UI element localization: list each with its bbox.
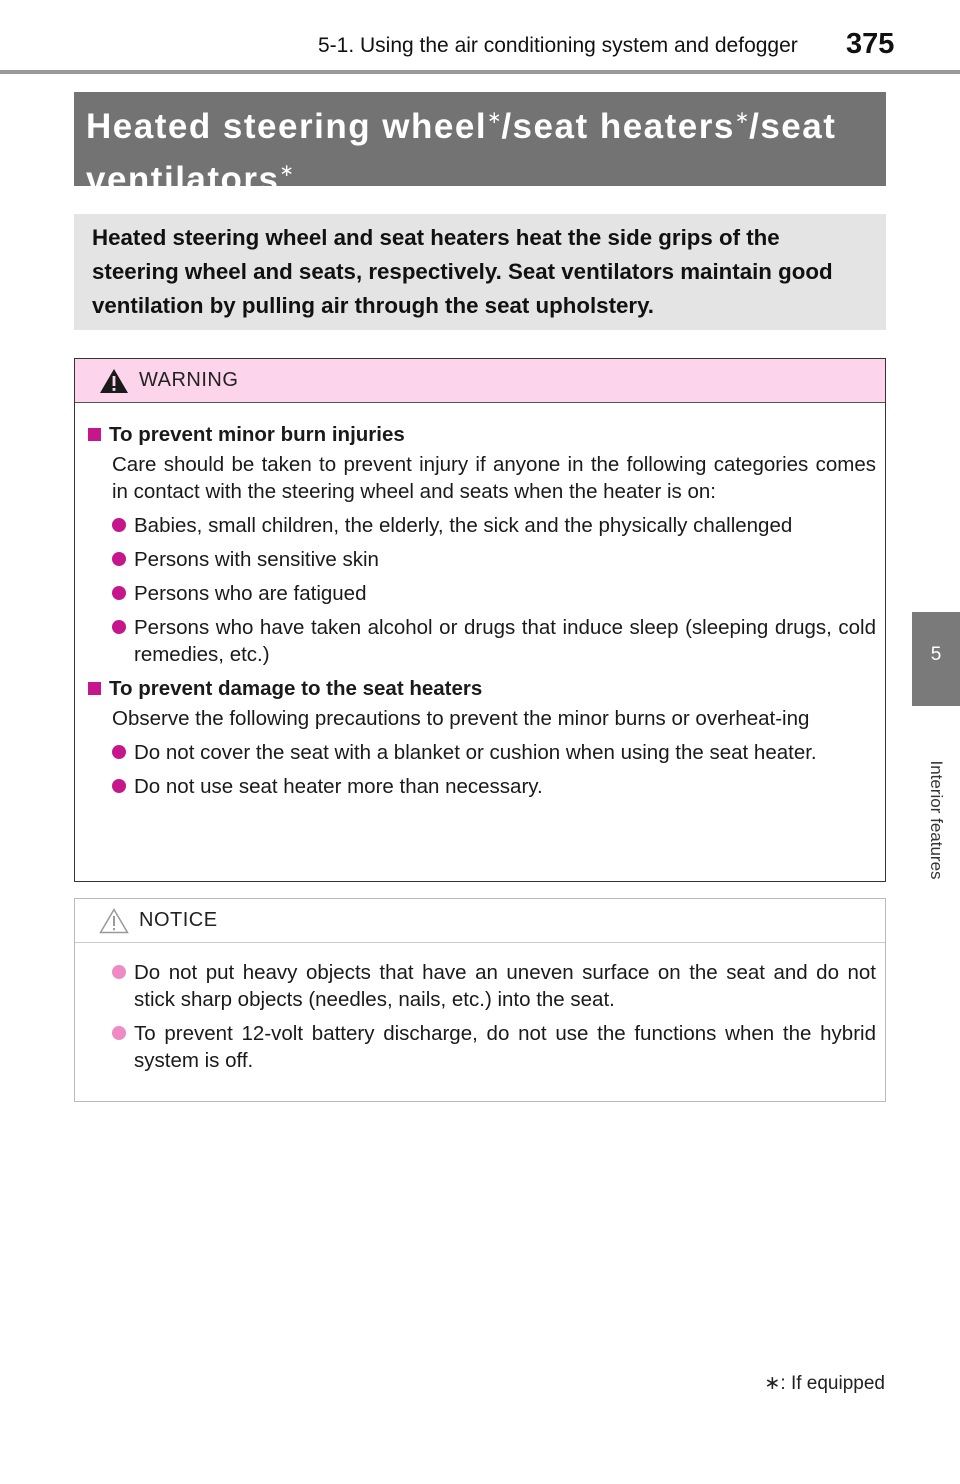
- list-item: [88, 773, 876, 800]
- notice-box: [74, 898, 886, 1102]
- heading-text: To prevent damage to the seat heaters: [109, 677, 483, 700]
- header-rule: [0, 70, 960, 74]
- warning-body: [75, 403, 885, 800]
- list-item-text: Babies, small children, the elderly, the sick and the physically challenged: [134, 514, 793, 537]
- chapter-number: 5: [930, 644, 942, 665]
- bullet-dot-icon: [112, 518, 126, 532]
- title-part-heaters: /seat heaters: [501, 107, 735, 146]
- square-bullet-icon: [88, 428, 101, 441]
- list-item: [88, 512, 876, 539]
- bullet-dot-icon: [112, 586, 126, 600]
- list-item-text: Do not cover the seat with a blanket or cushion when using the seat heater.: [134, 741, 817, 764]
- intro-text: Heated steering wheel and seat heaters heat the side grips of the steering wheel and seats, respectively. Seat ventilators maintain good ventilation by pulling air through the seat upholstery.: [92, 225, 833, 318]
- warning-heading: [88, 675, 876, 702]
- list-item-text: To prevent 12-volt battery discharge, do not use the functions when the hybrid system is off.: [134, 1022, 876, 1072]
- list-item-text: Do not put heavy objects that have an uneven surface on the seat and do not stick sharp objects (needles, nails, etc.) into the seat.: [134, 961, 876, 1011]
- bullet-dot-icon: [112, 965, 126, 979]
- chapter-tab: [912, 612, 960, 706]
- chapter-label: Interior features: [927, 760, 946, 880]
- warning-heading: [88, 421, 876, 448]
- footnote: [764, 1372, 885, 1395]
- list-item-text: Persons who have taken alcohol or drugs that induce sleep (sleeping drugs, cold remedies, etc.): [134, 616, 876, 666]
- bullet-dot-icon: [112, 1026, 126, 1040]
- title-part-seat: /seat: [749, 107, 837, 146]
- warning-paragraph: Care should be taken to prevent injury if anyone in the following categories comes in contact with the steering wheel and seats when the heater is on:: [112, 453, 876, 503]
- bullet-dot-icon: [112, 745, 126, 759]
- list-item: [88, 1020, 876, 1074]
- heading-text: To prevent minor burn injuries: [109, 423, 405, 446]
- list-item-text: Persons who are fatigued: [134, 582, 367, 605]
- page-number: 375: [846, 28, 895, 60]
- list-item: [88, 546, 876, 573]
- bullet-dot-icon: [112, 552, 126, 566]
- section-title: [86, 96, 874, 202]
- notice-triangle-icon: [99, 908, 129, 934]
- warning-header: [75, 359, 885, 403]
- square-bullet-icon: [88, 682, 101, 695]
- section-title-bar: [74, 92, 886, 199]
- title-part-ventilators: ventilators: [86, 160, 280, 199]
- warning-paragraph: Observe the following precautions to prevent the minor burns or overheat-ing: [112, 707, 810, 730]
- list-item: [88, 580, 876, 607]
- notice-body: [75, 943, 885, 1074]
- bullet-dot-icon: [112, 620, 126, 634]
- equipped-mark: ∗: [279, 161, 294, 180]
- header-title: 5-1. Using the air conditioning system and defogger: [318, 34, 798, 57]
- title-part-steering: Heated steering wheel: [86, 107, 488, 146]
- warning-label: WARNING: [139, 369, 239, 391]
- equipped-mark: ∗: [764, 1373, 781, 1394]
- list-item: [88, 739, 876, 766]
- list-item: [88, 959, 876, 1013]
- warning-triangle-icon: [99, 368, 129, 394]
- list-item-text: Persons with sensitive skin: [134, 548, 379, 571]
- equipped-mark: ∗: [734, 108, 750, 127]
- footnote-text: : If equipped: [780, 1373, 885, 1394]
- notice-header: [75, 899, 885, 943]
- list-item: [88, 614, 876, 668]
- warning-box: [74, 358, 886, 882]
- equipped-mark: ∗: [487, 108, 502, 127]
- bullet-dot-icon: [112, 779, 126, 793]
- intro-box: [74, 214, 886, 330]
- notice-label: NOTICE: [139, 909, 218, 931]
- list-item-text: Do not use seat heater more than necessary.: [134, 775, 543, 798]
